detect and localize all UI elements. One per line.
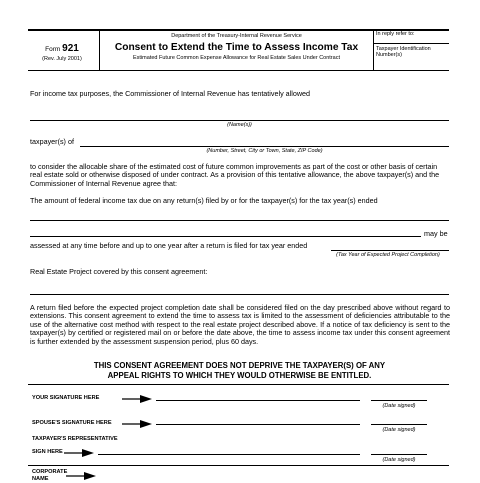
project-label: Real Estate Project covered by this consent agreement: [30,267,208,276]
intro-text: For income tax purposes, the Commissioner of Internal Revenue has tentatively allowed [30,89,311,98]
reply-refer-line [373,43,449,44]
right-arrow-icon [122,420,152,428]
representative-signature-field[interactable] [98,454,360,455]
tax-years-field[interactable] [30,220,449,221]
names-caption: (Name(s)) [227,122,252,128]
header-divider-right [373,29,374,70]
amount-text: The amount of federal income tax due on any return(s) filed by or for the taxpayer(s) for the tax year(s) ended [30,196,378,205]
taxpayer-label: taxpayer(s) of [30,137,74,146]
your-signature-date-field[interactable] [371,400,427,401]
form-word [30,45,94,54]
consider-paragraph: to consider the allocable share of the estimated cost of future common improvements as part of the cost or other basis of certain real estate sold or otherwise disposed of under contract. As a provision of this tentative allowance, the above taxpayer(s) and the Commissioner of Internal Revenue agree that: [30,162,440,188]
spouse-signature-label: SPOUSE'S SIGNATURE HERE [32,420,112,426]
project-field[interactable] [30,294,449,295]
tax-years-field-2[interactable] [30,236,421,237]
form-number: 921 [62,43,79,54]
tax-year-ended-field[interactable] [331,250,449,251]
representative-label: TAXPAYER'S REPRESENTATIVE [32,436,118,442]
sign-here-label: SIGN HERE [32,449,63,455]
may-be-text: may be [424,229,448,238]
assessed-text: assessed at any time before and up to one year after a return is filed for tax year ended [30,241,308,250]
tin-label-line2: Number(s) [376,52,402,58]
corporate-section-divider [28,465,449,466]
tax-year-caption: (Tax Year of Expected Project Completion) [336,252,440,258]
form-subtitle: Estimated Future Common Expense Allowance for Real Estate Sales Under Contract [133,55,340,61]
right-arrow-icon [66,472,96,480]
header-bottom-border [28,70,449,71]
return-paragraph: A return filed before the expected project completion date shall be considered filed on the day prescribed above without regard to extensions. This consent agreement to extend the time to assess tax is limited to the assessment of deficiencies attributable to the use of the alternative cost method with respect to the real estate project described above. If a notice of tax deficiency is sent to the taxpayer(s) by certified or registered mail on or before the date above, the time to assess income tax under this consent agreement is further extended by the assessment suspension period, plus 60 days. [30,303,450,346]
form-label: Form [45,46,61,53]
corporate-name-line1: CORPORATE [32,469,68,475]
tin-label [376,46,431,58]
right-arrow-icon [122,395,152,403]
signature-section-divider [28,384,449,385]
names-field[interactable] [30,120,449,121]
your-signature-field[interactable] [156,400,360,401]
appeal-notice-line2: APPEAL RIGHTS TO WHICH THEY WOULD OTHERWISE BE ENTITLED. [107,371,372,380]
appeal-notice [30,361,449,381]
form-title: Consent to Extend the Time to Assess Income Tax [114,42,359,53]
form-revision: (Rev. July 2001) [42,56,82,62]
appeal-notice-line1: THIS CONSENT AGREEMENT DOES NOT DEPRIVE THE TAXPAYER(S) OF ANY [93,361,386,370]
representative-date-field[interactable] [371,454,427,455]
address-field[interactable] [80,146,449,147]
spouse-signature-date-caption: (Date signed) [382,427,416,433]
corporate-name-label [32,469,67,483]
address-caption: (Number, Street, City or Town, State, ZIP Code) [206,148,323,154]
your-signature-label: YOUR SIGNATURE HERE [32,395,100,401]
spouse-signature-field[interactable] [156,424,360,425]
department-name: Department of the Treasury-Internal Revenue Service [171,33,302,39]
right-arrow-icon [64,449,94,457]
tin-label-line1: Taxpayer Identification [376,46,431,52]
spouse-signature-date-field[interactable] [371,424,427,425]
representative-date-caption: (Date signed) [382,457,416,463]
reply-refer-label: In reply refer to: [376,31,415,37]
corporate-name-line2: NAME [32,476,49,482]
your-signature-date-caption: (Date signed) [382,403,416,409]
